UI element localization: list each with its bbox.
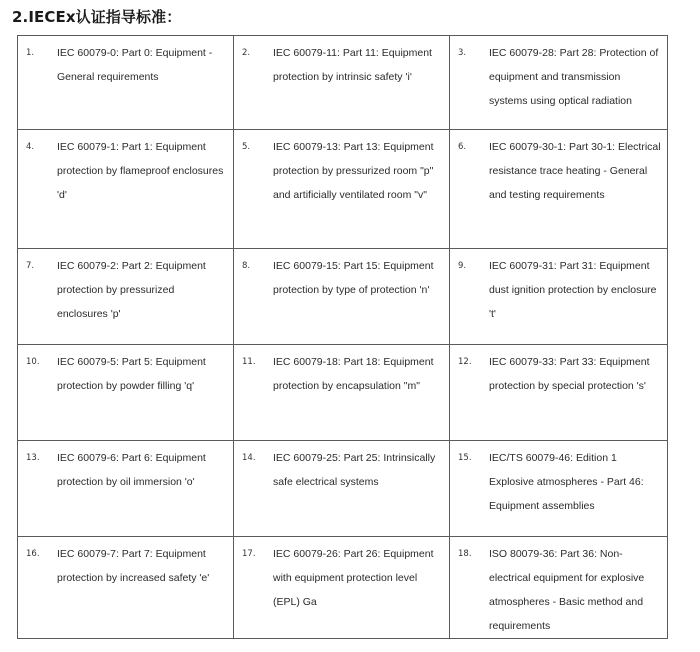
item-number: 8.: [242, 261, 251, 271]
item-number: 12.: [458, 357, 472, 367]
item-number: 3.: [458, 48, 467, 58]
standards-table: [17, 35, 668, 639]
standard-text: IEC 60079-7: Part 7: Equipment protection by increased safety 'e': [57, 548, 210, 584]
table-row: [18, 249, 668, 345]
table-cell: [18, 249, 234, 345]
table-cell: [450, 537, 668, 639]
item-number: 6.: [458, 142, 467, 152]
item-number: 9.: [458, 261, 467, 271]
item-number: 2.: [242, 48, 251, 58]
table-cell: [234, 36, 450, 130]
item-number: 4.: [26, 142, 35, 152]
table-cell: [234, 537, 450, 639]
table-cell: [450, 249, 668, 345]
standard-text: IEC 60079-13: Part 13: Equipment protection by pressurized room "p" and artificially ventilated room "v": [273, 141, 434, 201]
table-row: [18, 36, 668, 130]
standard-text: IEC/TS 60079-46: Edition 1 Explosive atmospheres - Part 46: Equipment assemblies: [489, 452, 644, 512]
item-number: 18.: [458, 549, 472, 559]
table-cell: [450, 130, 668, 249]
standard-text: ISO 80079-36: Part 36: Non-electrical equipment for explosive atmospheres - Basic method and requirements: [489, 548, 645, 632]
table-row: [18, 441, 668, 537]
item-number: 11.: [242, 357, 256, 367]
table-cell: [234, 345, 450, 441]
table-cell: [234, 249, 450, 345]
standard-text: IEC 60079-30-1: Part 30-1: Electrical resistance trace heating - General and testing requirements: [489, 141, 661, 201]
table-row: [18, 537, 668, 639]
item-number: 16.: [26, 549, 40, 559]
table-cell: [18, 537, 234, 639]
table-cell: [18, 36, 234, 130]
standard-text: IEC 60079-6: Part 6: Equipment protection by oil immersion 'o': [57, 452, 206, 488]
item-number: 7.: [26, 261, 35, 271]
standard-text: IEC 60079-28: Part 28: Protection of equipment and transmission systems using optical radiation: [489, 47, 659, 107]
table-cell: [234, 441, 450, 537]
standard-text: IEC 60079-1: Part 1: Equipment protection by flameproof enclosures 'd': [57, 141, 224, 201]
table-cell: [450, 345, 668, 441]
table-cell: [234, 130, 450, 249]
table-row: [18, 345, 668, 441]
item-number: 15.: [458, 453, 472, 463]
table-cell: [450, 36, 668, 130]
item-number: 5.: [242, 142, 251, 152]
section-heading: 2.IECEx认证指导标准：: [12, 8, 182, 26]
standard-text: IEC 60079-25: Part 25: Intrinsically safe electrical systems: [273, 452, 436, 488]
standard-text: IEC 60079-31: Part 31: Equipment dust ignition protection by enclosure 't': [489, 260, 657, 320]
item-number: 1.: [26, 48, 35, 58]
item-number: 14.: [242, 453, 256, 463]
table-cell: [18, 441, 234, 537]
table-cell: [450, 441, 668, 537]
standard-text: IEC 60079-2: Part 2: Equipment protection by pressurized enclosures 'p': [57, 260, 206, 320]
standard-text: IEC 60079-33: Part 33: Equipment protection by special protection 's': [489, 356, 650, 392]
standard-text: IEC 60079-0: Part 0: Equipment - General requirements: [57, 47, 213, 83]
item-number: 13.: [26, 453, 40, 463]
standard-text: IEC 60079-15: Part 15: Equipment protection by type of protection 'n': [273, 260, 434, 296]
standard-text: IEC 60079-5: Part 5: Equipment protection by powder filling 'q': [57, 356, 206, 392]
standard-text: IEC 60079-26: Part 26: Equipment with equipment protection level (EPL) Ga: [273, 548, 434, 608]
table-cell: [18, 345, 234, 441]
table-cell: [18, 130, 234, 249]
table-row: [18, 130, 668, 249]
standard-text: IEC 60079-18: Part 18: Equipment protection by encapsulation "m": [273, 356, 434, 392]
standard-text: IEC 60079-11: Part 11: Equipment protection by intrinsic safety 'i': [273, 47, 432, 83]
item-number: 17.: [242, 549, 256, 559]
item-number: 10.: [26, 357, 40, 367]
